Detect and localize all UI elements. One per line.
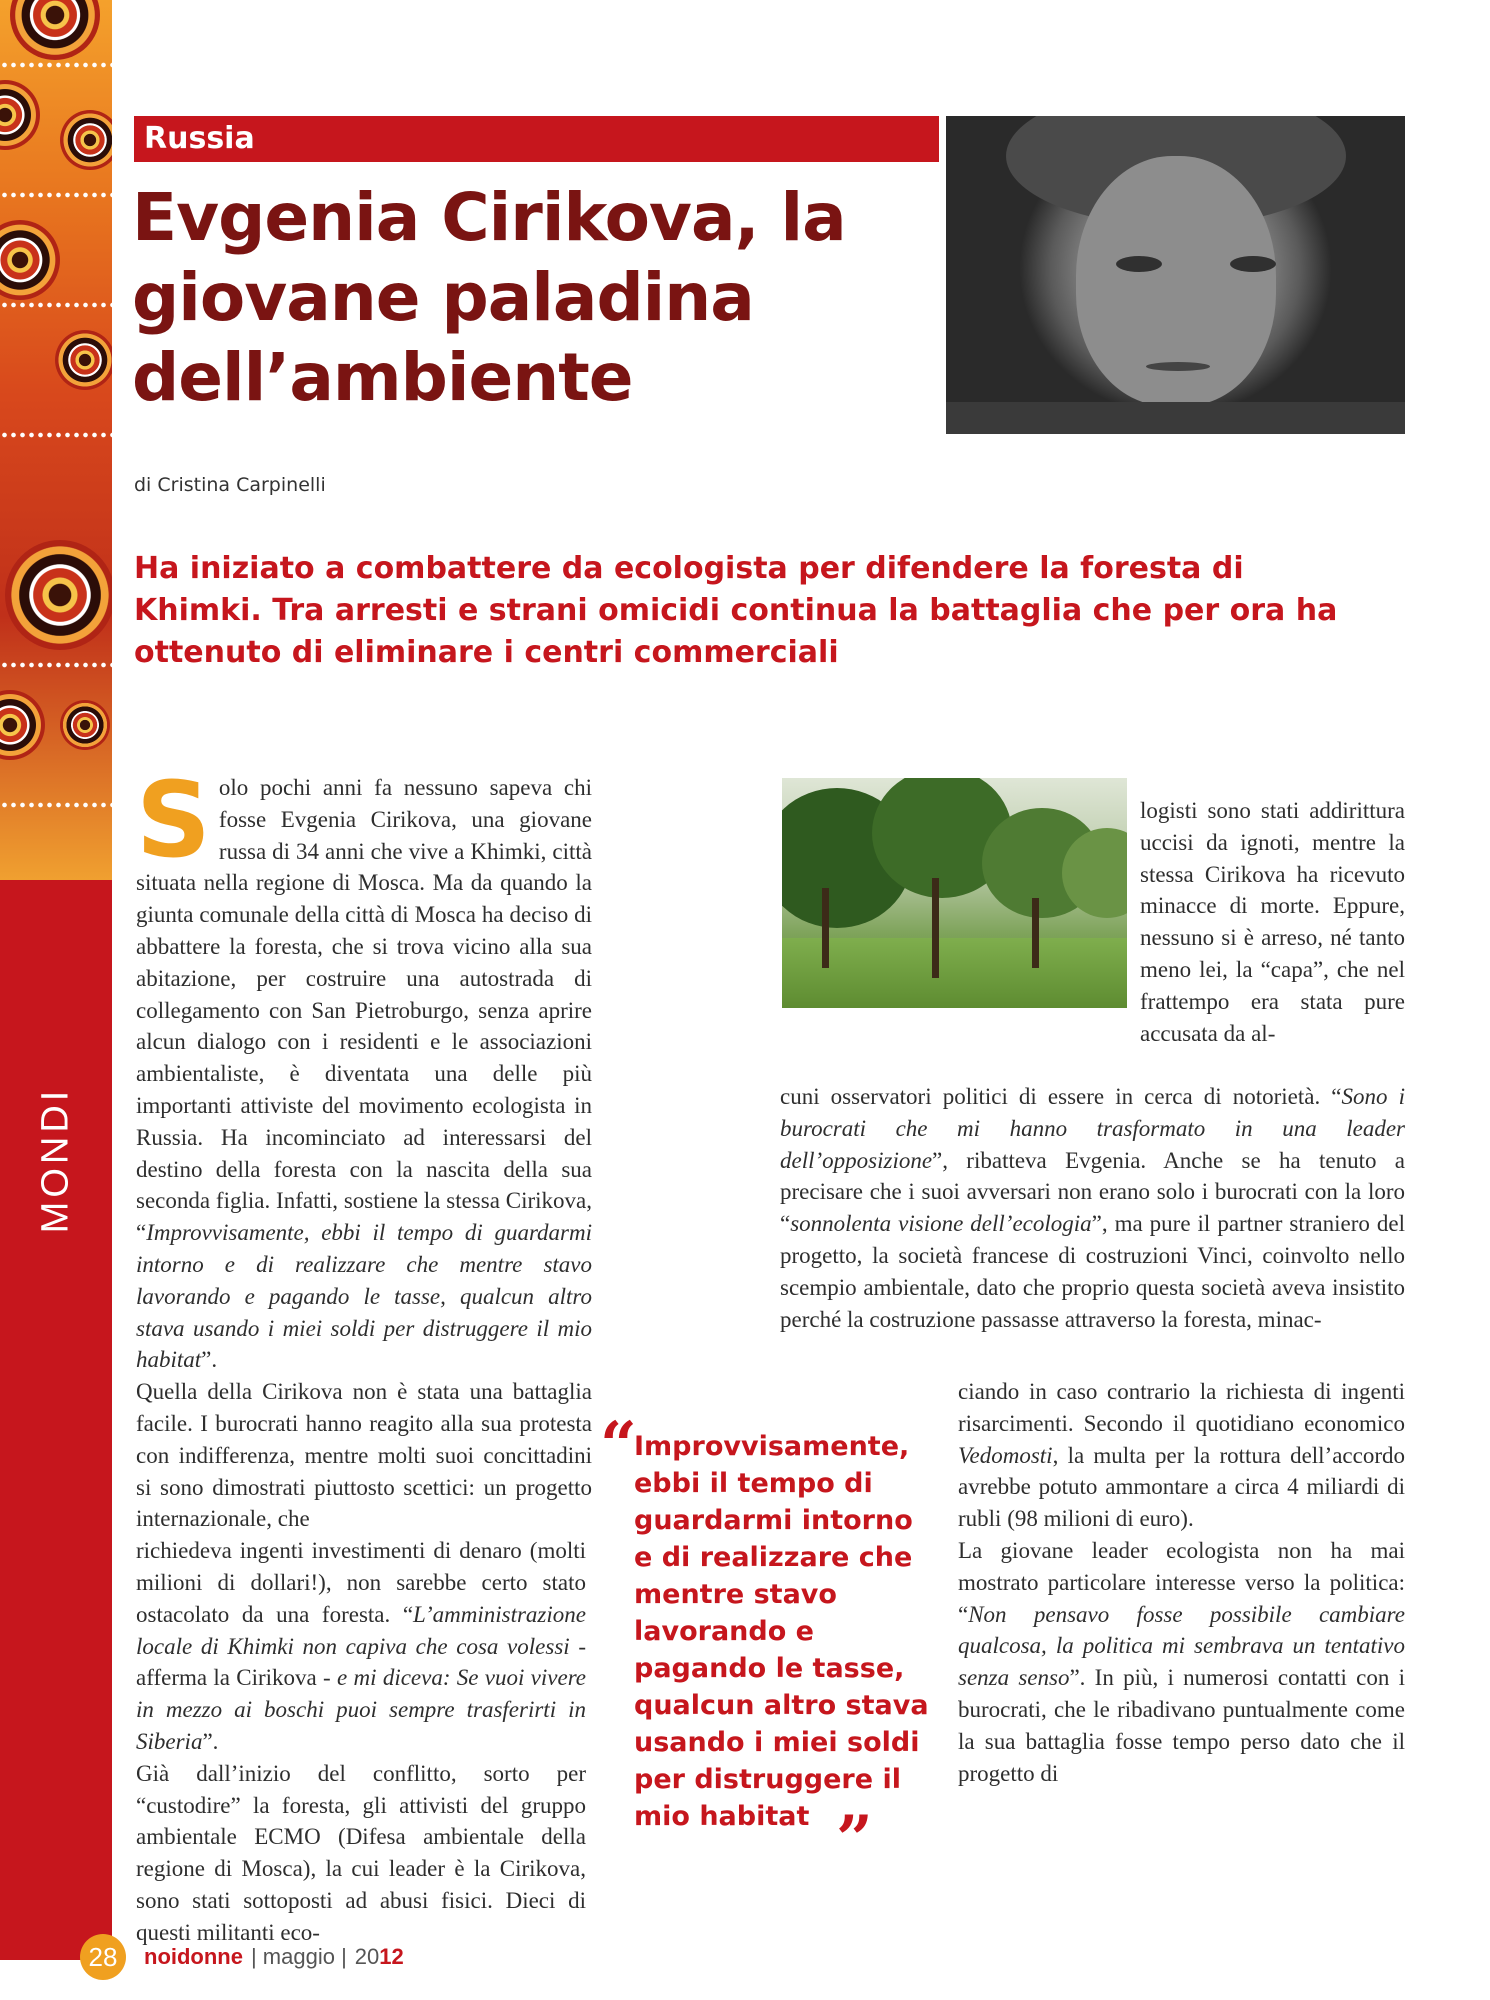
- issue-year-suffix: 12: [379, 1944, 404, 1969]
- byline: di Cristina Carpinelli: [134, 474, 326, 496]
- section-country-label: Russia: [144, 121, 255, 156]
- article-column-2-top: logisti sono stati addirittura uccisi da ignoti, mentre la stessa Cirikova ha ricevuto minacce di morte. Eppure, nessuno si è arreso, né tanto meno lei, la “capa”, che nel frattempo era stata pure accusata da al-: [1140, 798, 1405, 1046]
- lead-paragraph: Ha iniziato a combattere da ecologista per difendere la foresta di Khimki. Tra arresti e strani omicidi continua la battaglia che per ora ha ottenuto di eliminare i centri commerciali: [134, 551, 1338, 670]
- article-column-1-lower: richiedeva ingenti investimenti di denaro (molti milioni di dollari!), non sarebbe certo stato ostacolato da una foresta. “L’amministrazione locale di Khimki non capiva che cosa volessi - afferma la Cirikova - e mi diceva: Se vuoi vivere in mezzo ai boschi puoi sempre trasferirti in Siberia”.: [136, 1538, 587, 1754]
- forest-photo: [782, 778, 1127, 1008]
- article-column-1: Solo pochi anni fa nessuno sapeva chi fosse Evgenia Cirikova, una giovane russa di 34 anni che vive a Khimki, città situata nella regione di Mosca. Ma da quando la giunta comunale della città di Mosca ha deciso di abbattere la foresta, che si trova vicino alla sua abitazione, per costruire una autostrada di collegamento con San Pietroburgo, senza aprire alcun dialogo con i residenti e le associazioni ambientaliste, è diventata una delle più importanti attiviste del movimento ecologista in Russia. Ha incominciato ad interessarsi del destino della foresta con la nascita della sua seconda figlia. Infatti, sostiene la stessa Cirikova, “Improvvisamente, ebbi il tempo di guardarmi intorno e di realizzare che mentre stavo lavorando e pagando le tasse, qualcun altro stava usando i miei soldi per distruggere il mio habitat”. Quella della Cirikova non è stata una battaglia facile. I burocrati hanno reagito alla sua protesta con indifferenza, mentre molti suoi concittadini si sono dimostrati piuttosto scettici: un progetto internazionale, che richiedeva ingenti investimenti di denaro (molti milioni di dollari!), non sarebbe certo stato ostacolato da una foresta. “L’amministrazione locale di Khimki non capiva che cosa volessi - afferma la Cirikova - e mi diceva: Se vuoi vivere in mezzo ai boschi puoi sempre trasferirti in Siberia”. Già dall’inizio del conflitto, sorto per “custodire” la foresta, gli attivisti del gruppo ambientale ECMO (Difesa ambientale della regione di Mosca), la cui leader è la Cirikova, sono stati sottoposti ad abusi fisici. Dieci di questi militanti eco-: [136, 759, 592, 1945]
- portrait-photo: [946, 116, 1405, 434]
- article-column-2: cuni osservatori politici di essere in cerca di notorietà. “Sono i burocrati che mi hanno trasformato in una leader dell’opposizione”, ribatteva Evgenia. Anche se ha tenuto a precisare che i suoi avversari non erano solo i burocrati con la loro “sonnolenta visione dell’ecologia”, ma pure il partner straniero del progetto, la società francese di costruzioni Vinci, coinvolto nello scempio ambientale, dato che proprio questa società aveva insistito perché la costruzione passasse attraverso la foresta, minac-: [780, 1084, 1406, 1332]
- decorative-pattern-strip: [0, 0, 112, 880]
- issue-year-prefix: 20: [354, 1944, 380, 1969]
- close-quote-mark: ”: [836, 1802, 873, 1877]
- open-quote-mark: “: [600, 1408, 637, 1483]
- pull-quote-text: Improvvisamente, ebbi il tempo di guardarmi intorno e di realizzare che mentre stavo lavorando e pagando le tasse, qualcun altro stava usando i miei soldi per distruggere il mio habitat: [634, 1431, 929, 1832]
- issue-month: | maggio |: [250, 1944, 347, 1969]
- section-header-bar: [134, 116, 939, 162]
- article-column-3: ciando in caso contrario la richiesta di ingenti risarcimenti. Secondo il quotidiano economico Vedomosti, la multa per la rottura dell’accordo avrebbe potuto ammontare a circa 4 miliardi di rubli (98 milioni di euro). La giovane leader ecologista non ha mai mostrato particolare interesse verso la politica: “Non pensavo fosse possibile cambiare qualcosa, la politica mi sembrava un tentativo senza senso”. In più, i numerosi contatti con i burocrati, che le ribadivano puntualmente come la sua battaglia fosse tempo perso dato che il progetto di: [958, 1379, 1405, 1786]
- page-footer: [80, 1934, 404, 1980]
- section-side-label: MONDI: [34, 1086, 77, 1234]
- drop-cap: S: [136, 759, 211, 881]
- magazine-brand: noidonne: [144, 1944, 243, 1969]
- page-number: 28: [80, 1934, 126, 1980]
- article-headline: Evgenia Cirikova, la giovane paladina dell’ambiente: [132, 179, 846, 416]
